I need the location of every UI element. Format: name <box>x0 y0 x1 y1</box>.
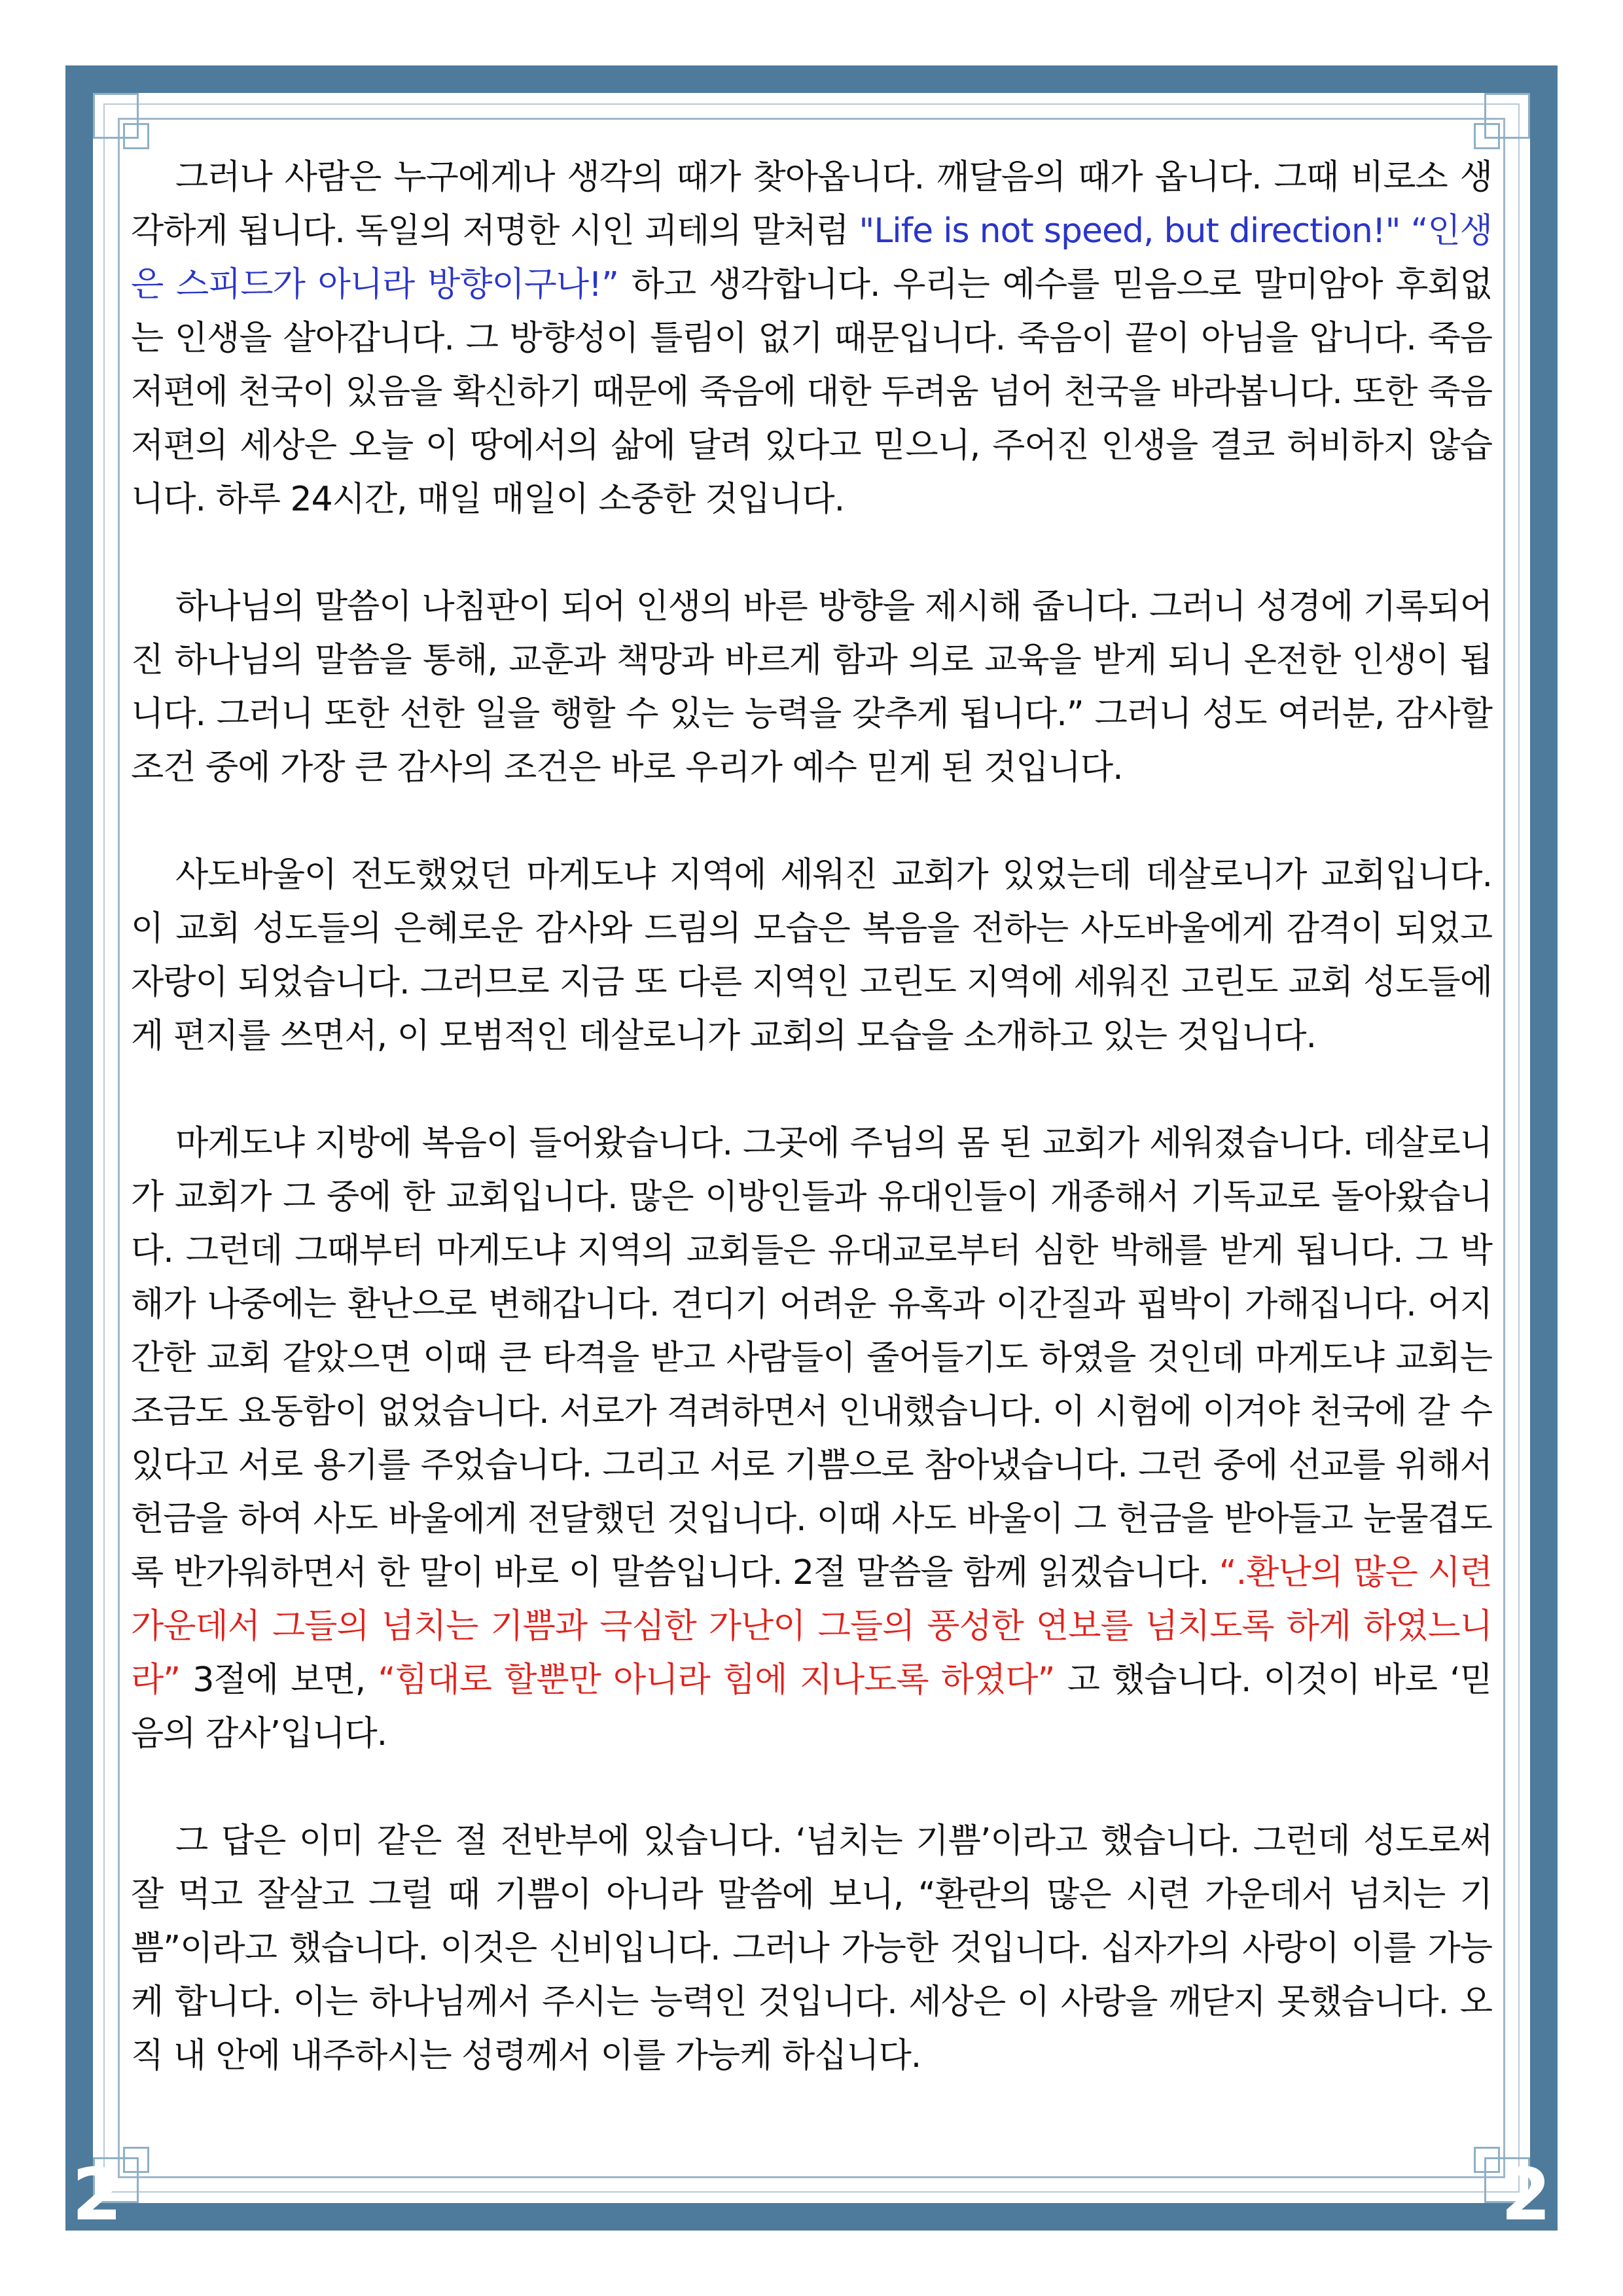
paragraph-1 <box>131 151 1492 526</box>
page-number-left: 2 <box>72 2153 122 2236</box>
verse-2-quote: “.환난의 많은 시련 가운데서 그들의 넘치는 기쁨과 극심한 가난이 그들의 풍성한 연보를 넘치도록 하게 하였느니라” <box>131 1553 1492 1700</box>
document-body <box>131 151 1492 2136</box>
paragraph-4-text-e: 고 했습니다. 이것이 바로 ‘믿음의 감사’입니다. <box>131 1660 1493 1753</box>
paragraph-4-text-a: 마게도냐 지방에 복음이 들어왔습니다. 그곳에 주님의 몸 된 교회가 세워졌습니다. 데살로니가 교회가 그 중에 한 교회입니다. 많은 이방인들과 유대인들이 개종해서 기독교로 돌아왔습니다. 그런데 그때부터 마게도냐 지역의 교회들은 유대교로부터 심한 박해를 받게 됩니다. 그 박해가 나중에는 환난으로 변해갑니다. 견디기 어려운 유혹과 이간질과 핍박이 가해집니다. 어지간한 교회 같았으면 이때 큰 타격을 받고 사람들이 줄어들기도 하였을 것인데 마게도냐 교회는 조금도 요동함이 없었습니다. 서로가 격려하면서 인내했습니다. 이 시험에 이겨야 천국에 갈 수 있다고 서로 용기를 주었습니다. 그리고 서로 기쁨으로 참아냈습니다. 그런 중에 선교를 위해서 헌금을 하여 사도 바울에게 전달했던 것입니다. 이때 사도 바울이 그 헌금을 받아들고 눈물겹도록 반가워하면서 한 말이 바로 이 말씀입니다. 2절 말씀을 함께 읽겠습니다. <box>131 1124 1492 1592</box>
paragraph-4-text-c: 3절에 보면, <box>180 1660 378 1700</box>
paragraph-5: 그 답은 이미 같은 절 전반부에 있습니다. ‘넘치는 기쁨’이라고 했습니다. 그런데 성도로써 잘 먹고 잘살고 그럴 때 기쁨이 아니라 말씀에 보니, “환란의 많은 시련 가운데서 넘치는 기쁨”이라고 했습니다. 이것은 신비입니다. 그러나 가능한 것입니다. 십자가의 사랑이 이를 가능케 합니다. 이는 하나님께서 주시는 능력인 것입니다. 세상은 이 사랑을 깨닫지 못했습니다. 오직 내 안에 내주하시는 성령께서 이를 가능케 하십니다. <box>131 1821 1492 2075</box>
verse-3-quote: “힘대로 할뿐만 아니라 힘에 지나도록 하였다” <box>378 1660 1055 1700</box>
paragraph-1-text-c: 하고 생각합니다. 우리는 예수를 믿음으로 말미암아 후회없는 인생을 살아갑니다. 그 방향성이 틀림이 없기 때문입니다. 죽음이 끝이 아님을 압니다. 죽음 저편에 천국이 있음을 확신하기 때문에 죽음에 대한 두려움 넘어 천국을 바라봅니다. 또한 죽음 저편의 세상은 오늘 이 땅에서의 삶에 달려 있다고 믿으니, 주어진 인생을 결코 허비하지 않습니다. 하루 24시간, 매일 매일이 소중한 것입니다. <box>131 265 1492 519</box>
paragraph-4 <box>131 1117 1492 1761</box>
goethe-quote: "Life is not speed, but direction!" “인생은 스피드가 아니라 방향이구나!” <box>131 211 1492 304</box>
paragraph-1-text-a: 그러나 사람은 누구에게나 생각의 때가 찾아옵니다. 깨달음의 때가 옵니다. 그때 비로소 생각하게 됩니다. 독일의 저명한 시인 괴테의 말처럼 <box>131 158 1492 251</box>
page-number-right: 2 <box>1501 2153 1551 2236</box>
paragraph-2: 하나님의 말씀이 나침판이 되어 인생의 바른 방향을 제시해 줍니다. 그러니 성경에 기록되어진 하나님의 말씀을 통해, 교훈과 책망과 바르게 함과 의로 교육을 받게 되니 온전한 인생이 됩니다. 그러니 또한 선한 일을 행할 수 있는 능력을 갖추게 됩니다.” 그러니 성도 여러분, 감사할 조건 중에 가장 큰 감사의 조건은 바로 우리가 예수 믿게 된 것입니다. <box>131 587 1492 787</box>
paragraph-3: 사도바울이 전도했었던 마게도냐 지역에 세워진 교회가 있었는데 데살로니가 교회입니다. 이 교회 성도들의 은혜로운 감사와 드림의 모습은 복음을 전하는 사도바울에게 감격이 되었고 자랑이 되었습니다. 그러므로 지금 또 다른 지역인 고린도 지역에 세워진 고린도 교회 성도들에게 편지를 쓰면서, 이 모범적인 데살로니가 교회의 모습을 소개하고 있는 것입니다. <box>131 855 1492 1056</box>
